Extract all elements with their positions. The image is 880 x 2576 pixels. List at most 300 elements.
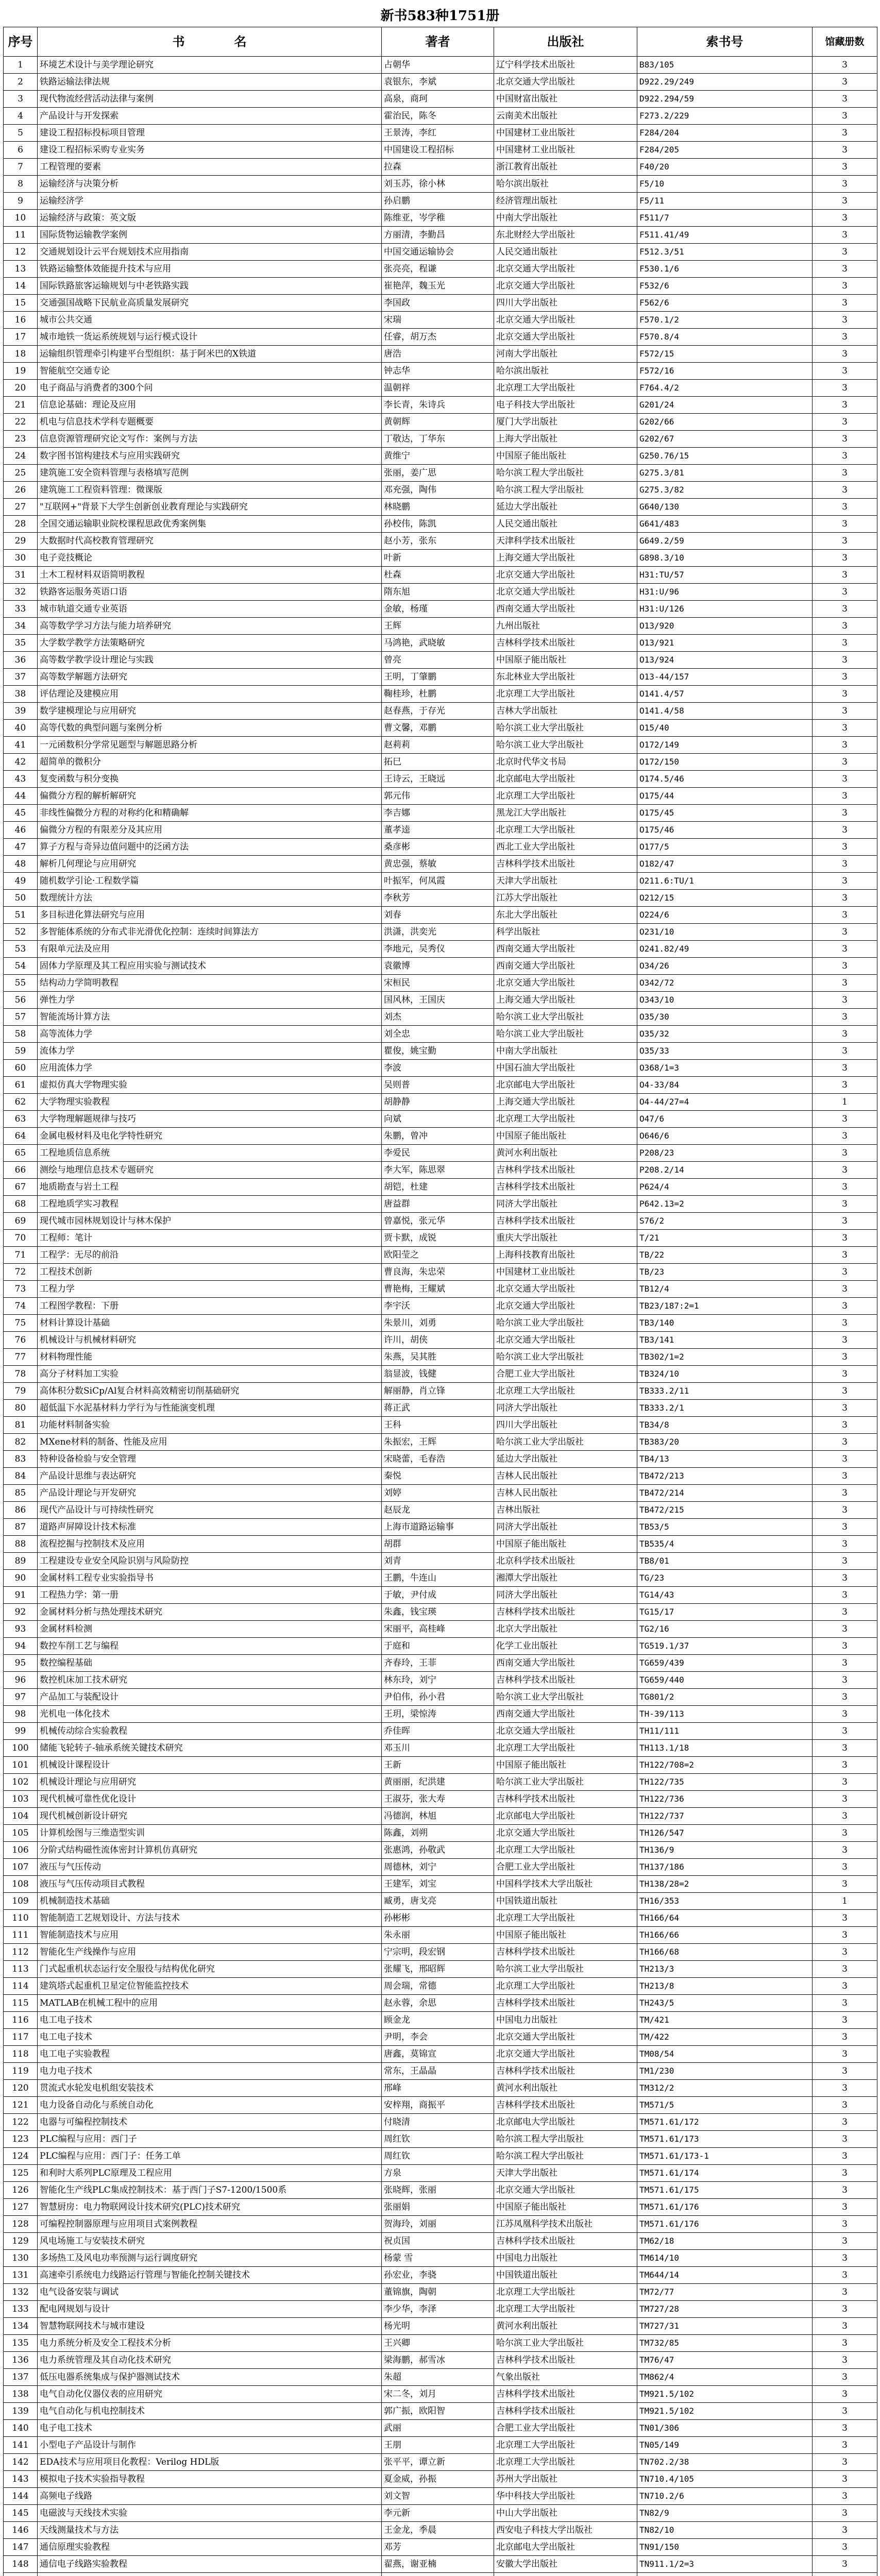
cell-no: 74 [4,1298,38,1315]
cell-title: 电子电工技术 [38,2420,382,2437]
cell-title: 工程建设专业安全风险识别与风险防控 [38,1553,382,1570]
cell-holdings: 3 [813,2454,877,2471]
table-row [4,1485,877,1502]
table-row [4,244,877,261]
table-row [4,2420,877,2437]
cell-no: 78 [4,1366,38,1383]
table-row [4,686,877,703]
cell-holdings: 3 [813,1655,877,1672]
cell-holdings: 3 [813,1621,877,1638]
cell-title: 工程地质学实习教程 [38,1196,382,1213]
cell-title: 建设工程招标采购专业实务 [38,142,382,159]
cell-publisher: 中国建材工业出版社 [494,125,637,142]
cell-holdings: 3 [813,2063,877,2080]
cell-call-number: TG519.1/37 [637,1638,813,1655]
cell-publisher: 天津大学出版社 [494,873,637,890]
cell-call-number: TB472/215 [637,1502,813,1519]
cell-holdings: 3 [813,1706,877,1723]
cell-publisher: 浙江教育出版社 [494,159,637,176]
table-row [4,1927,877,1944]
table-row [4,2522,877,2539]
cell-holdings: 3 [813,1740,877,1757]
cell-call-number: H31:U/126 [637,601,813,618]
cell-title: 解析几何理论与应用研究 [38,856,382,873]
cell-holdings: 3 [813,958,877,975]
cell-publisher: 四川大学出版社 [494,295,637,312]
cell-holdings: 3 [813,1536,877,1553]
table-row [4,1349,877,1366]
cell-no: 131 [4,2267,38,2284]
cell-holdings: 3 [813,1502,877,1519]
cell-no: 145 [4,2505,38,2522]
cell-author: 许川，胡侠 [382,1332,494,1349]
cell-author: 赵莉莉 [382,737,494,754]
cell-call-number: TG15/17 [637,1604,813,1621]
cell-publisher: 吉林科学技术出版社 [494,1995,637,2012]
cell-author: 中国交通运输协会 [382,244,494,261]
cell-publisher: 吉林人民出版社 [494,1468,637,1485]
cell-no: 79 [4,1383,38,1400]
table-row [4,1638,877,1655]
cell-title: 现代机械创新设计研究 [38,1808,382,1825]
cell-call-number: TN05/149 [637,2437,813,2454]
cell-holdings: 3 [813,2131,877,2148]
cell-holdings: 3 [813,1570,877,1587]
table-row [4,2165,877,2182]
cell-call-number: F764.4/2 [637,380,813,397]
table-row [4,669,877,686]
cell-call-number: O13/924 [637,652,813,669]
cell-holdings: 3 [813,1723,877,1740]
cell-holdings: 3 [813,1672,877,1689]
cell-holdings: 3 [813,2029,877,2046]
cell-no: 75 [4,1315,38,1332]
table-row [4,1655,877,1672]
cell-author: 王明，丁肇鹏 [382,669,494,686]
cell-holdings: 3 [813,1077,877,1094]
cell-no: 140 [4,2420,38,2437]
cell-call-number: TM571.61/176 [637,2216,813,2233]
cell-holdings: 3 [813,1451,877,1468]
cell-author: 秦悦 [382,1468,494,1485]
cell-publisher: 哈尔滨工业大学出版社 [494,1009,637,1026]
cell-call-number: F273.2/229 [637,108,813,125]
cell-holdings: 3 [813,1332,877,1349]
cell-publisher: 苏州大学出版社 [494,2471,637,2488]
cell-holdings: 3 [813,635,877,652]
table-row [4,941,877,958]
cell-call-number: G275.3/82 [637,482,813,499]
cell-holdings: 3 [813,2488,877,2505]
cell-no: 127 [4,2199,38,2216]
cell-call-number: TM/421 [637,2012,813,2029]
cell-no: 31 [4,567,38,584]
table-row [4,1196,877,1213]
cell-title: 大学物理解题规律与技巧 [38,1111,382,1128]
table-row [4,1961,877,1978]
cell-no: 121 [4,2097,38,2114]
cell-call-number: O4-33/84 [637,1077,813,1094]
cell-author: 祝贞国 [382,2233,494,2250]
cell-call-number: TB/22 [637,1247,813,1264]
cell-call-number: TH166/64 [637,1910,813,1927]
cell-author: 王鹏，牛连山 [382,1570,494,1587]
table-row [4,2573,877,2576]
cell-publisher: 化学工业出版社 [494,1638,637,1655]
cell-call-number: TN911.1/2=3 [637,2556,813,2573]
cell-no: 124 [4,2148,38,2165]
cell-title: 多目标进化算法研究与应用 [38,907,382,924]
table-row [4,329,877,346]
cell-publisher: 气象出版社 [494,2369,637,2386]
cell-publisher: 中国原子能出版社 [494,1128,637,1145]
cell-title: 机电与信息技术学科专题概要 [38,414,382,431]
table-row [4,2029,877,2046]
table-row [4,1825,877,1842]
cell-author: 臧勇，唐戈亮 [382,1893,494,1910]
cell-holdings: 3 [813,1876,877,1893]
cell-author: 上海市道路运输事 [382,1519,494,1536]
cell-call-number: TM614/10 [637,2250,813,2267]
cell-title: MXene材料的制备、性能及应用 [38,1434,382,1451]
cell-holdings: 3 [813,567,877,584]
cell-no: 113 [4,1961,38,1978]
cell-publisher: 北京交通大学出版社 [494,2029,637,2046]
cell-holdings: 3 [813,499,877,516]
cell-holdings: 3 [813,1349,877,1366]
cell-no: 77 [4,1349,38,1366]
cell-holdings: 3 [813,2522,877,2539]
table-row [4,2318,877,2335]
cell-author: 胡群 [382,1536,494,1553]
cell-author: 周会瑞，常德 [382,1978,494,1995]
cell-holdings: 3 [813,1485,877,1502]
cell-no: 139 [4,2403,38,2420]
cell-holdings: 3 [813,91,877,108]
cell-title: 金属材料检测 [38,1621,382,1638]
cell-publisher: 江苏大学出版社 [494,890,637,907]
cell-title: 储能飞轮转子-轴承系统关键技术研究 [38,1740,382,1757]
cell-publisher: 北京交通大学出版社 [494,1825,637,1842]
cell-title: 城市公共交通 [38,312,382,329]
cell-author: 夏金威，孙振 [382,2471,494,2488]
cell-no: 103 [4,1791,38,1808]
table-row [4,1570,877,1587]
table-row [4,1400,877,1417]
cell-no: 64 [4,1128,38,1145]
table-row [4,1009,877,1026]
table-row [4,2556,877,2573]
cell-author: 解丽静，肖立锋 [382,1383,494,1400]
cell-holdings: 3 [813,414,877,431]
cell-call-number: S76/2 [637,1213,813,1230]
cell-call-number: TM571/5 [637,2097,813,2114]
cell-title: 运输经济与决策分析 [38,176,382,193]
cell-title: 全国交通运输职业院校课程思政优秀案例集 [38,516,382,533]
cell-title: 信息论基础：理论及应用 [38,397,382,414]
cell-no: 63 [4,1111,38,1128]
cell-title: 铁路运输法律法规 [38,74,382,91]
cell-holdings: 3 [813,1859,877,1876]
cell-no: 13 [4,261,38,278]
cell-publisher: 合肥工业大学出版社 [494,1366,637,1383]
cell-author: 孙宏业，李骁 [382,2267,494,2284]
cell-title: 运输经济学 [38,193,382,210]
cell-no: 28 [4,516,38,533]
cell-author: 宋瑞 [382,312,494,329]
cell-call-number: T/21 [637,1230,813,1247]
table-row [4,2267,877,2284]
cell-no: 125 [4,2165,38,2182]
cell-no: 112 [4,1944,38,1961]
cell-holdings: 3 [813,74,877,91]
cell-author: 瞿俊，姚宝勤 [382,1043,494,1060]
cell-title: 电子竞技概论 [38,550,382,567]
cell-call-number: O34/26 [637,958,813,975]
cell-call-number: G898.3/10 [637,550,813,567]
cell-author: 武丽 [382,2420,494,2437]
cell-holdings: 3 [813,1689,877,1706]
cell-author: 张惠鸿，孙敬武 [382,1842,494,1859]
cell-author: 高泉，商珂 [382,91,494,108]
cell-title: 小型电子产品设计与制作 [38,2437,382,2454]
cell-title: 高等流体力学 [38,1026,382,1043]
cell-holdings: 3 [813,1808,877,1825]
cell-author: 周德林，刘宁 [382,1859,494,1876]
cell-holdings: 3 [813,1043,877,1060]
cell-publisher: 吉林科学技术出版社 [494,2233,637,2250]
cell-call-number: TB8/01 [637,1553,813,1570]
cell-author: 刘青 [382,1553,494,1570]
table-row [4,2284,877,2301]
table-row [4,703,877,720]
cell-holdings: 3 [813,1961,877,1978]
cell-holdings: 3 [813,669,877,686]
cell-holdings: 3 [813,431,877,448]
cell-publisher: 哈尔滨工业大学出版社 [494,1315,637,1332]
cell-holdings: 3 [813,346,877,363]
cell-title: 产品设计与开发探索 [38,108,382,125]
cell-publisher: 哈尔滨出版社 [494,176,637,193]
table-row [4,2539,877,2556]
cell-call-number: P208.2/14 [637,1162,813,1179]
table-row [4,2080,877,2097]
cell-call-number: F5/10 [637,176,813,193]
cell-no: 53 [4,941,38,958]
cell-publisher: 延边大学出版社 [494,1451,637,1468]
cell-call-number: F530.1/6 [637,261,813,278]
cell-publisher: 北京理工大学出版社 [494,1978,637,1995]
table-row [4,2335,877,2352]
cell-title: 大数据时代高校教育管理研究 [38,533,382,550]
cell-author: 李少华，李泽 [382,2301,494,2318]
header-title: 书 名 [38,27,382,57]
cell-no: 118 [4,2046,38,2063]
cell-title: 天线测量技术与方法 [38,2522,382,2539]
cell-author: 郭广振，欧阳智 [382,2403,494,2420]
cell-title: 多智能体系统的分布式非光滑优化控制：连续时间算法方 [38,924,382,941]
cell-title: 功能材料制备实验 [38,1417,382,1434]
table-row [4,465,877,482]
cell-author: 顾金龙 [382,2012,494,2029]
table-header-row [4,27,877,57]
cell-author: 冯德润，林旭 [382,1808,494,1825]
cell-call-number: G202/66 [637,414,813,431]
cell-no: 51 [4,907,38,924]
cell-author: 周红钦 [382,2131,494,2148]
cell-call-number: TH213/8 [637,1978,813,1995]
cell-title: 配电网规划与设计 [38,2301,382,2318]
cell-publisher: 吉林出版社 [494,1502,637,1519]
cell-publisher: 吉林科学技术出版社 [494,1179,637,1196]
cell-no: 4 [4,108,38,125]
cell-title: 一元函数积分学常见题型与解题思路分析 [38,737,382,754]
cell-holdings: 3 [813,261,877,278]
cell-holdings: 3 [813,295,877,312]
cell-no: 9 [4,193,38,210]
cell-publisher: 北京理工大学出版社 [494,2301,637,2318]
cell-publisher: 云南美术出版社 [494,108,637,125]
cell-call-number: TG14/43 [637,1587,813,1604]
cell-author: 刘婷 [382,1485,494,1502]
cell-call-number: TM727/31 [637,2318,813,2335]
table-row [4,1791,877,1808]
cell-title: 非线性偏微分方程的对称约化和精确解 [38,805,382,822]
cell-publisher: 中国石油大学出版社 [494,1060,637,1077]
cell-publisher: 吉林科学技术出版社 [494,635,637,652]
table-row [4,2386,877,2403]
table-row [4,1553,877,1570]
cell-publisher: 北京时代华文书局 [494,754,637,771]
cell-call-number: TH16/353 [637,1893,813,1910]
cell-author: 朱超 [382,2369,494,2386]
cell-holdings: 3 [813,2250,877,2267]
cell-publisher: 西南交通大学出版社 [494,1655,637,1672]
cell-author: 王建军，刘宝 [382,1876,494,1893]
cell-author: 朱景川，刘勇 [382,1315,494,1332]
cell-title: 铁路运输整体效能提升技术与应用 [38,261,382,278]
cell-publisher: 哈尔滨工业大学出版社 [494,1774,637,1791]
cell-holdings: 3 [813,601,877,618]
table-row [4,550,877,567]
cell-call-number: O172/149 [637,737,813,754]
cell-publisher: 北京交通大学出版社 [494,2046,637,2063]
cell-holdings: 3 [813,2386,877,2403]
cell-no: 69 [4,1213,38,1230]
cell-author: 李国政 [382,295,494,312]
cell-no: 72 [4,1264,38,1281]
cell-title: 贯流式水轮发电机组安装技术 [38,2080,382,2097]
cell-call-number: TN702.2/38 [637,2454,813,2471]
cell-no: 48 [4,856,38,873]
cell-author: 刘杰 [382,1009,494,1026]
cell-author: 宋丽平，高桂峰 [382,1621,494,1638]
cell-author: 张丽娟 [382,2199,494,2216]
table-row [4,2199,877,2216]
table-row [4,1842,877,1859]
table-body [4,57,877,2576]
cell-title: "互联网+"背景下大学生创新创业教育理论与实践研究 [38,499,382,516]
cell-no: 54 [4,958,38,975]
table-row [4,1774,877,1791]
cell-call-number: TG659/440 [637,1672,813,1689]
table-row [4,1876,877,1893]
cell-call-number: F532/6 [637,278,813,295]
cell-publisher: 中国原子能出版社 [494,652,637,669]
cell-call-number: TH138/28=2 [637,1876,813,1893]
cell-call-number: P642.13=2 [637,1196,813,1213]
cell-title: 金属电极材料及电化学特性研究 [38,1128,382,1145]
cell-author: 孙启鹏 [382,193,494,210]
cell-holdings: 3 [813,1434,877,1451]
cell-author: 胡铠，杜建 [382,1179,494,1196]
cell-publisher: 中国电力出版社 [494,2012,637,2029]
cell-no: 67 [4,1179,38,1196]
cell-publisher: 西南交通大学出版社 [494,941,637,958]
table-row [4,2148,877,2165]
table-row [4,1060,877,1077]
cell-publisher: 西南交通大学出版社 [494,958,637,975]
cell-call-number: B83/105 [637,57,813,74]
cell-author: 刘玉苏，徐小林 [382,176,494,193]
cell-author: 李爱民 [382,1145,494,1162]
cell-publisher: 中国电力出版社 [494,2250,637,2267]
cell-no: 83 [4,1451,38,1468]
cell-no: 80 [4,1400,38,1417]
cell-author: 金敏，杨瑾 [382,601,494,618]
table-row [4,2182,877,2199]
cell-publisher: 北京交通大学出版社 [494,278,637,295]
cell-call-number: O175/46 [637,822,813,839]
cell-holdings: 3 [813,975,877,992]
table-row [4,584,877,601]
table-row [4,1451,877,1468]
cell-author: 王兴卿 [382,2335,494,2352]
cell-publisher: 北京理工大学出版社 [494,822,637,839]
cell-publisher: 中国原子能出版社 [494,1536,637,1553]
cell-publisher: 北京大学出版社 [494,1621,637,1638]
cell-holdings: 3 [813,1927,877,1944]
book-table [3,27,877,2576]
cell-author: 孙彬彬 [382,1910,494,1927]
table-row [4,2301,877,2318]
table-row [4,754,877,771]
cell-publisher: 西北工业大学出版社 [494,839,637,856]
table-row [4,210,877,227]
cell-publisher: 哈尔滨工程大学出版社 [494,482,637,499]
table-row [4,1315,877,1332]
cell-author: 翁显波，钱健 [382,1366,494,1383]
cell-holdings: 3 [813,1111,877,1128]
cell-call-number: G275.3/81 [637,465,813,482]
cell-publisher: 中国原子能出版社 [494,1757,637,1774]
cell-no: 17 [4,329,38,346]
cell-author: 邓芳 [382,2539,494,2556]
cell-title: 有限单元法及应用 [38,941,382,958]
cell-title: 电气设备安装与调试 [38,2284,382,2301]
cell-holdings: 3 [813,1757,877,1774]
cell-call-number: TN82/9 [637,2505,813,2522]
cell-publisher: 北京交通大学出版社 [494,2182,637,2199]
cell-title: 城市地铁一货运系统规划与运行模式设计 [38,329,382,346]
cell-publisher: 北京交通大学出版社 [494,1298,637,1315]
table-row [4,414,877,431]
cell-no: 97 [4,1689,38,1706]
cell-holdings: 3 [813,550,877,567]
cell-call-number: O175/44 [637,788,813,805]
cell-call-number [637,2573,813,2576]
cell-call-number: O224/6 [637,907,813,924]
